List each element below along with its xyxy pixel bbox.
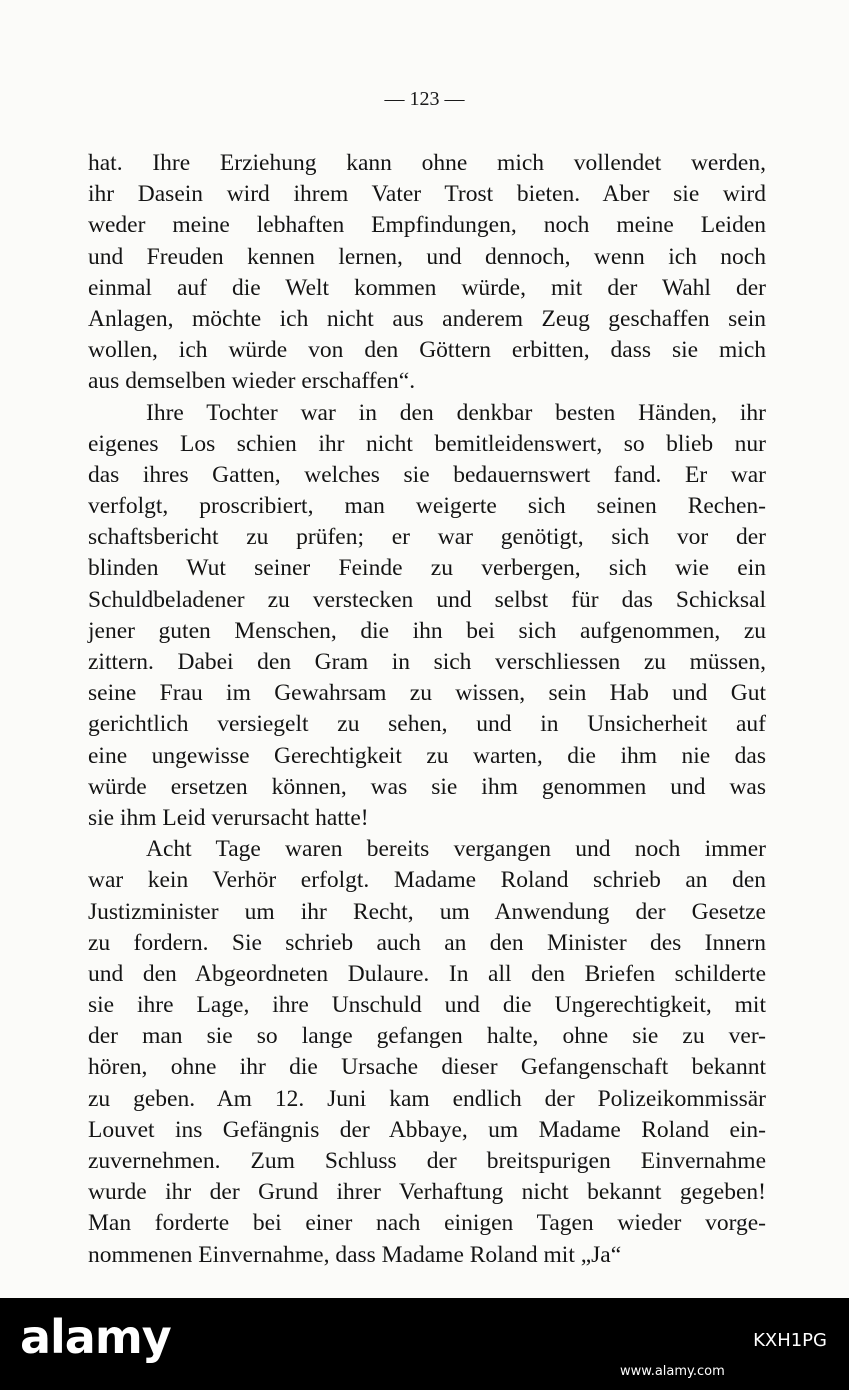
text-line: eine ungewisse Gerechtigkeit zu warten, die ihm nie das [88,742,766,769]
text-line: jener guten Menschen, die ihn bei sich aufgenommen, zu [88,617,766,644]
text-line: einmal auf die Welt kommen würde, mit der Wahl der [88,274,766,301]
text-line: weder meine lebhaften Empfindungen, noch meine Leiden [88,212,766,239]
text-line: ihr Dasein wird ihrem Vater Trost bieten. Aber sie wird [88,181,766,208]
text-line: sie ihm Leid verursacht hatte! [88,804,369,831]
text-line: Ihre Tochter war in den denkbar besten Händen, ihr [146,399,766,426]
text-line: zu fordern. Sie schrieb auch an den Minister des Innern [88,929,766,956]
text-line: schaftsbericht zu prüfen; er war genötigt, sich vor der [88,524,766,551]
watermark-image-id: KXH1PG [753,1330,827,1351]
text-line: der man sie so lange gefangen halte, ohne sie zu ver- [88,1023,766,1050]
text-line: gerichtlich versiegelt zu sehen, und in Unsicherheit auf [88,711,766,738]
text-line: zuvernehmen. Zum Schluss der breitspurigen Einvernahme [88,1148,766,1174]
text-line: wurde ihr der Grund ihrer Verhaftung nicht bekannt gegeben! [88,1179,766,1206]
text-line: blinden Wut seiner Feinde zu verbergen, sich wie ein [88,555,766,582]
text-line: seine Frau im Gewahrsam zu wissen, sein Hab und Gut [88,680,766,707]
text-line: wollen, ich würde von den Göttern erbitten, dass sie mich [88,337,766,364]
text-line: und den Abgeordneten Dulaure. In all den Briefen schilderte [88,960,766,987]
text-line: nommenen Einvernahme, dass Madame Roland mit „Ja“ [88,1241,622,1268]
text-line: zu geben. Am 12. Juni kam endlich der Polizeikommissär [88,1085,766,1112]
text-line: Man forderte bei einer nach einigen Tagen wieder vorge- [88,1210,766,1237]
text-line: Louvet ins Gefängnis der Abbaye, um Madame Roland ein- [88,1116,766,1143]
text-line: aus demselben wieder erschaffen“. [88,368,416,395]
text-line: verfolgt, proscribiert, man weigerte sich seinen Rechen- [88,493,766,520]
text-line: zittern. Dabei den Gram in sich verschliessen zu müssen, [88,649,766,675]
text-line: hören, ohne ihr die Ursache dieser Gefangenschaft bekannt [88,1054,766,1081]
text-line: Acht Tage waren bereits vergangen und noch immer [146,836,766,863]
text-line: sie ihre Lage, ihre Unschuld und die Ungerechtigkeit, mit [88,992,766,1019]
text-line: das ihres Gatten, welches sie bedauernswert fand. Er war [88,461,766,488]
watermark-url: www.alamy.com [620,1364,725,1379]
text-line: Justizminister um ihr Recht, um Anwendung der Gesetze [88,898,766,925]
watermark-logo: alamy [20,1310,171,1364]
text-line: und Freuden kennen lernen, und dennoch, wenn ich noch [88,243,766,270]
text-line: würde ersetzen können, was sie ihm genommen und was [88,773,766,800]
body-text [88,148,766,1271]
page-number: — 123 — [384,88,465,110]
text-line: Anlagen, möchte ich nicht aus anderem Zeug geschaffen sein [88,305,766,332]
text-line: war kein Verhör erfolgt. Madame Roland schrieb an den [88,867,766,894]
text-line: Schuldbeladener zu verstecken und selbst für das Schicksal [88,586,766,613]
text-line: hat. Ihre Erziehung kann ohne mich vollendet werden, [88,150,766,176]
text-line: eigenes Los schien ihr nicht bemitleidenswert, so blieb nur [88,430,766,457]
